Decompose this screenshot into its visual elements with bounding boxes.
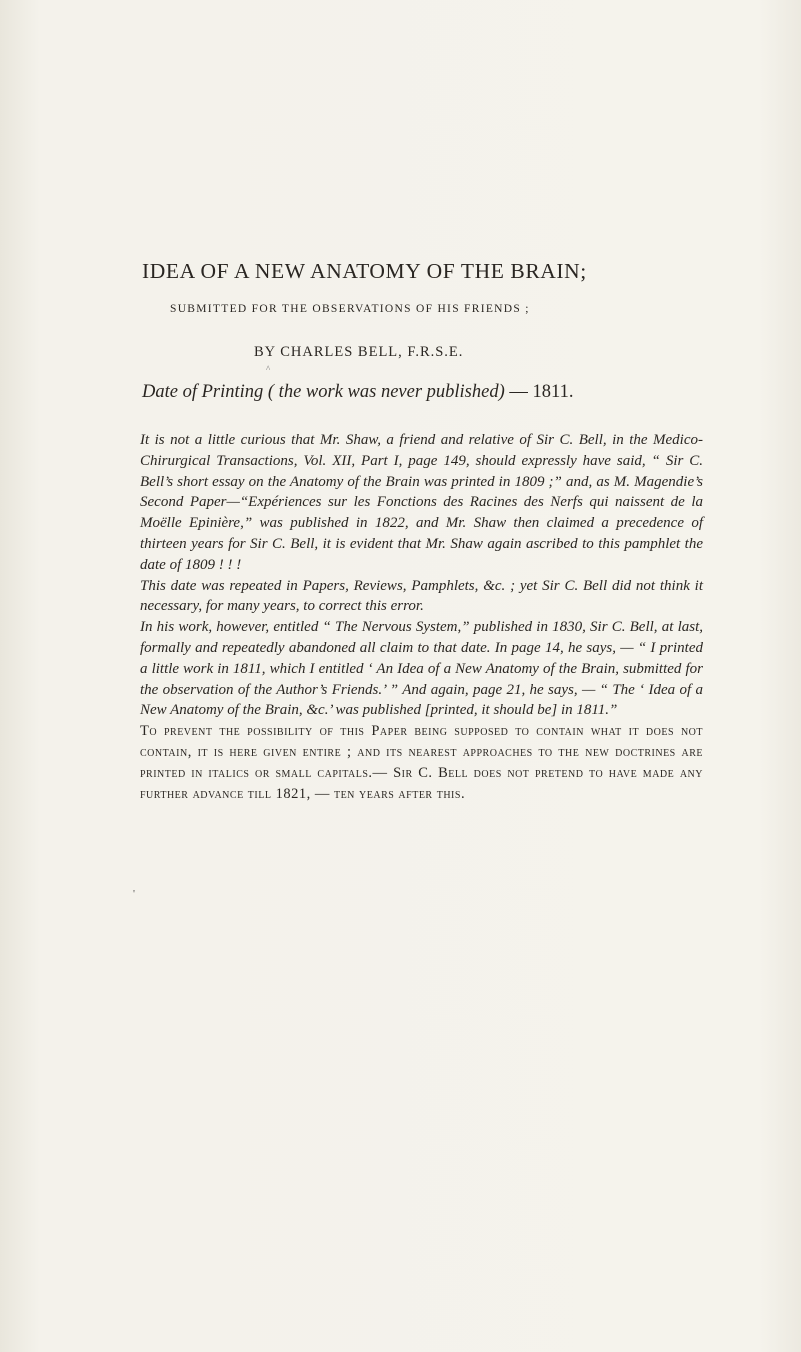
- paragraph-1: [140, 430, 703, 576]
- margin-mark: ': [133, 888, 135, 900]
- subtitle: SUBMITTED FOR THE OBSERVATIONS OF HIS FRIENDS ;: [170, 303, 530, 315]
- paragraph-4-text: To prevent the possibility of this Paper being supposed to contain what it does not contain, it is here given entire ; and its nearest approaches to the new doctrines are printed in italics or small capitals.— Sir C. Bell does not pretend to have made any further advance till 1821, — ten years after this.: [140, 723, 703, 802]
- author-line: BY CHARLES BELL, F.R.S.E.: [254, 344, 464, 360]
- page-title: IDEA OF A NEW ANATOMY OF THE BRAIN;: [142, 259, 587, 283]
- paragraph-2-text: This date was repeated in Papers, Reviews, Pamphlets, &c. ; yet Sir C. Bell did not think it necessary, for many years, to correct this error.: [140, 577, 703, 615]
- paragraph-3-text: In his work, however, entitled “ The Nervous System,” published in 1830, Sir C. Bell, at last, formally and repeatedly abandoned all claim to that date. In page 14, he says, — “ I printed a little work in 1811, which I entitled ‘ An Idea of a New Anatomy of the Brain, submitted for the observation of the Author’s Friends.’ ” And again, page 21, he says, — “ The ‘ Idea of a New Anatomy of the Brain, &c.’ was published [printed, it should be] in 1811.”: [140, 619, 703, 719]
- date-line: [142, 382, 573, 403]
- date-label: Date of Printing ( the work was never published): [142, 382, 505, 402]
- paragraph-4: [140, 721, 703, 804]
- paragraph-2: [140, 576, 703, 618]
- paragraph-3: [140, 617, 703, 721]
- printer-mark: ^: [266, 364, 271, 374]
- paragraph-1-text: It is not a little curious that Mr. Shaw, a friend and relative of Sir C. Bell, in the Medico-Chirurgical Transactions, Vol. XII, Part I, page 149, should expressly have said, “ Sir C. Bell’s short essay on the Anatomy of the Brain was printed in 1809 ;” and, as M. Magendie’s Second Paper—“Expériences sur les Fonctions des Racines des Nerfs qui naissent de la Moëlle Epinière,” was published in 1822, and Mr. Shaw then claimed a precedence of thirteen years for Sir C. Bell, it is evident that Mr. Shaw again ascribed to this pamphlet the date of 1809 ! ! !: [140, 432, 703, 573]
- body-text: [140, 430, 703, 804]
- date-value: — 1811.: [504, 382, 574, 402]
